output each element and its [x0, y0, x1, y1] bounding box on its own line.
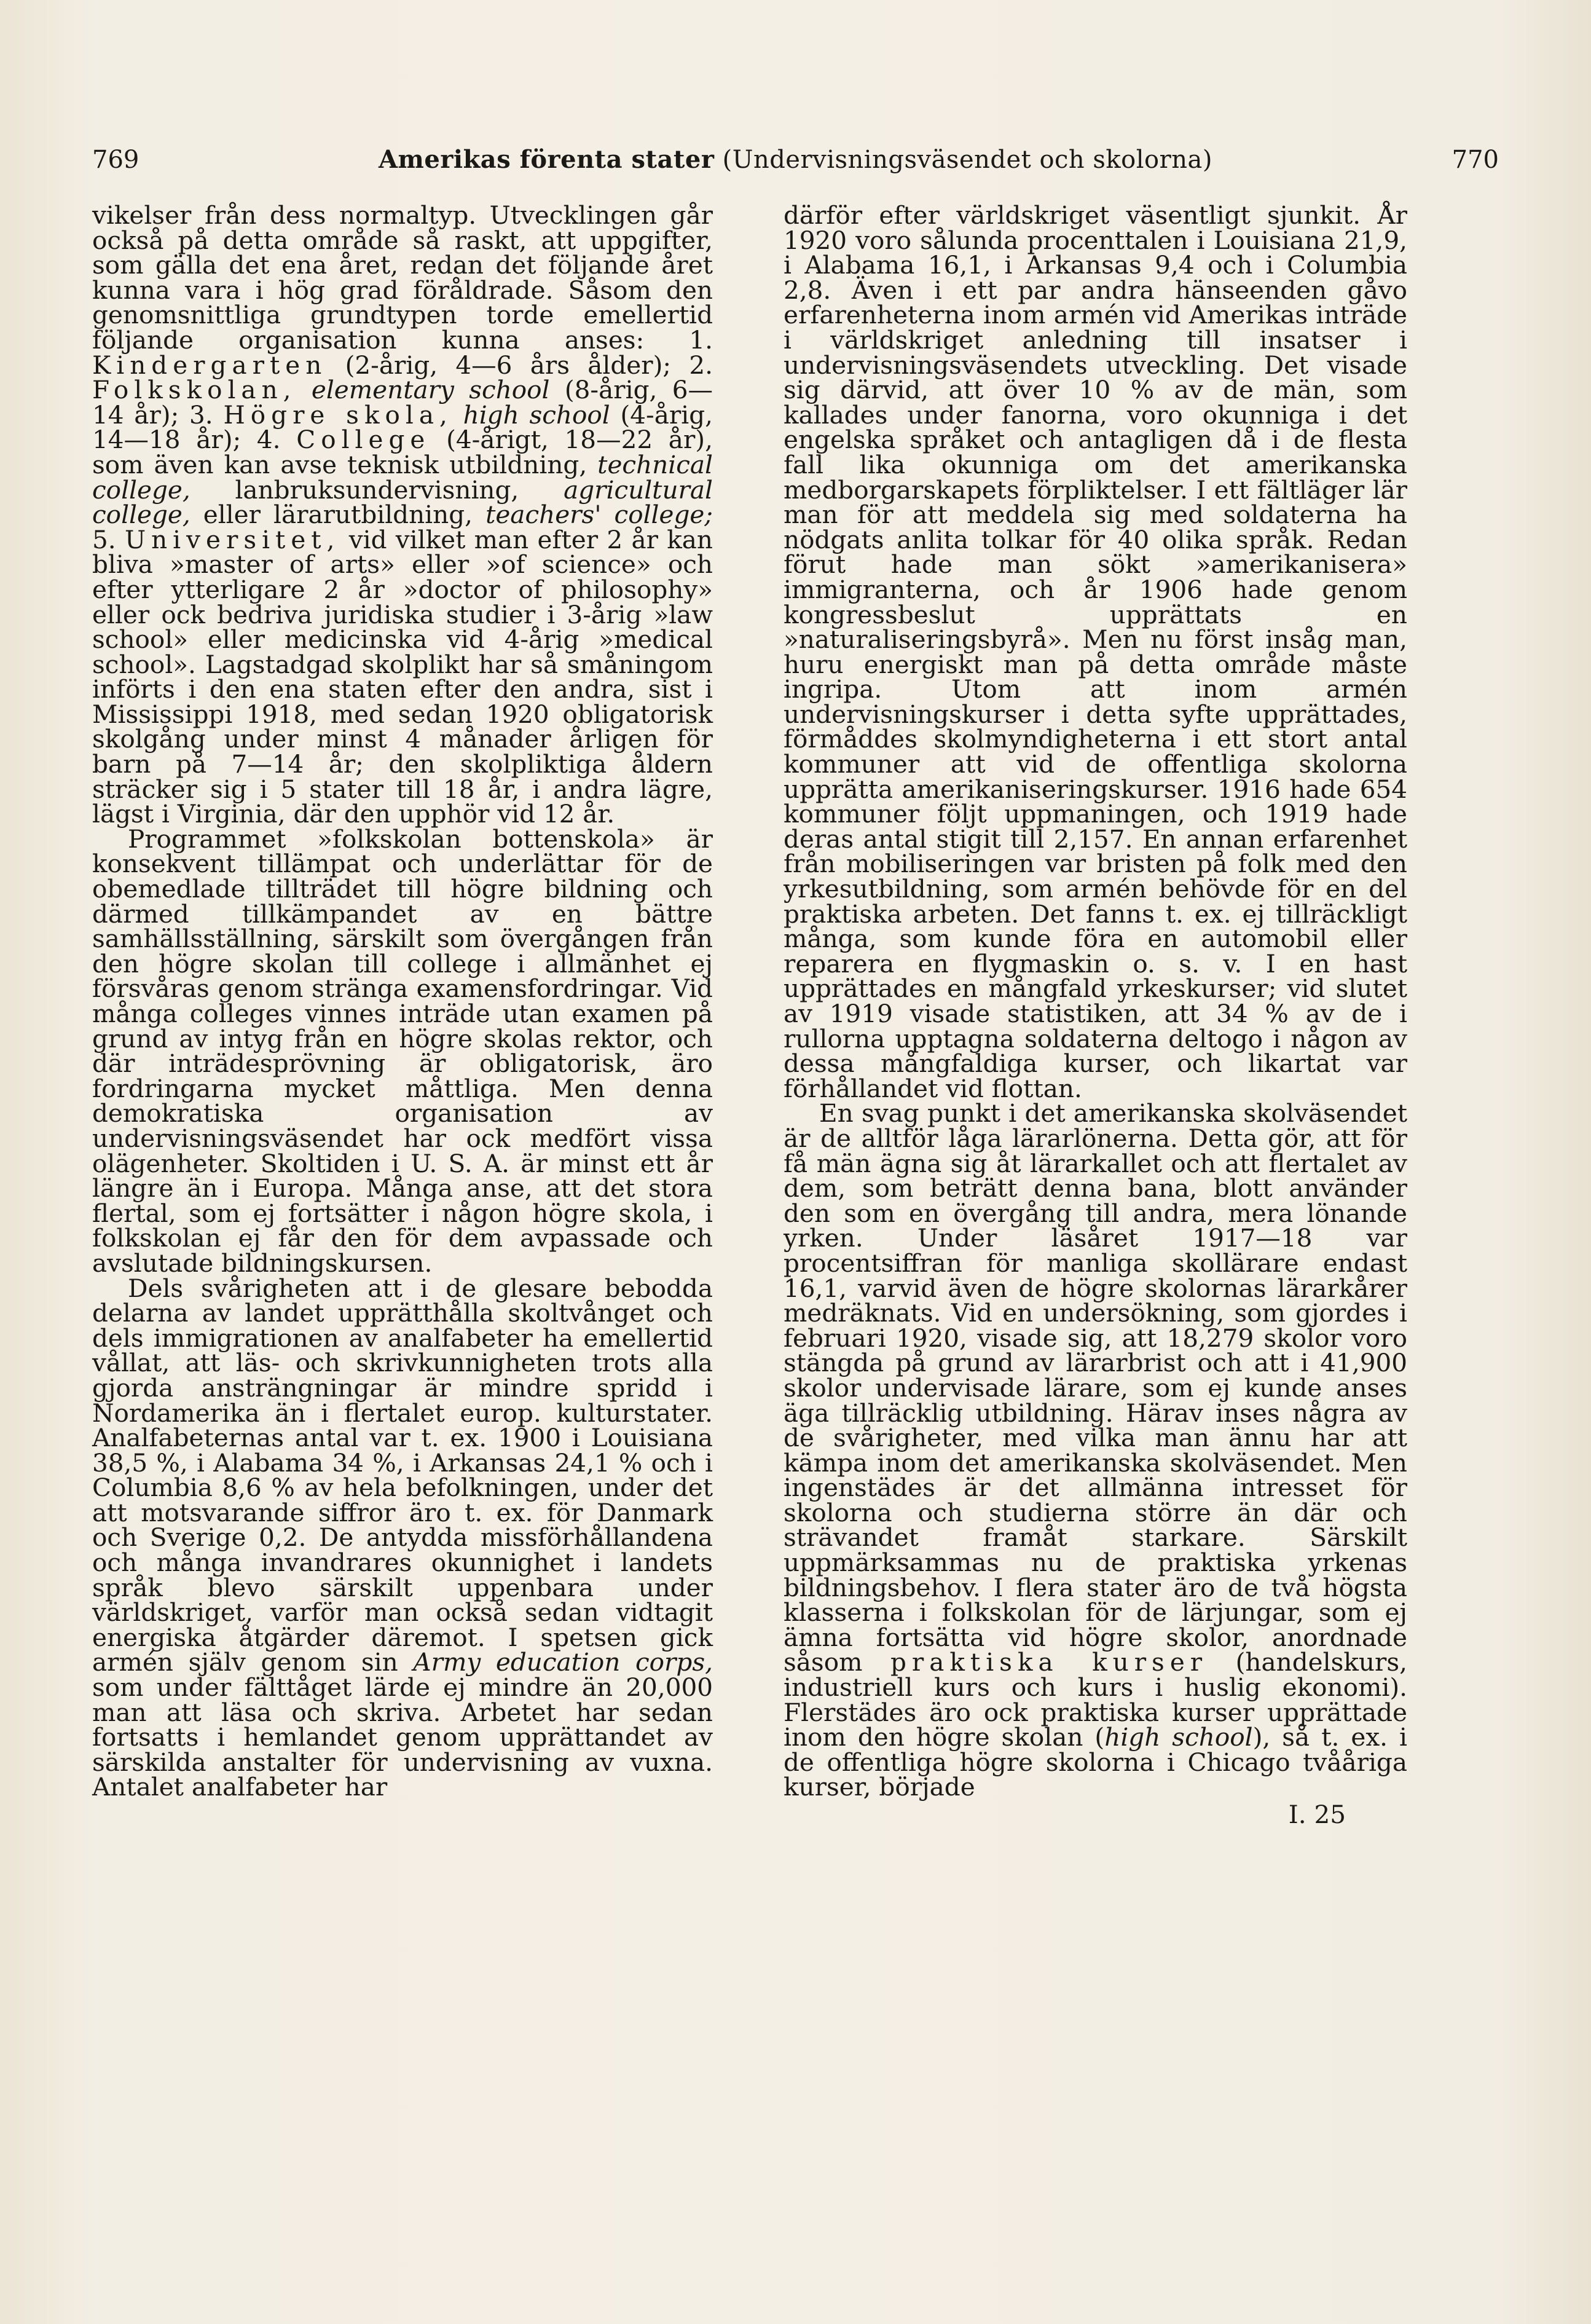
header-title-bold: Amerikas förenta stater: [379, 145, 715, 174]
left-paragraph-3: Dels svårigheten att i de glesare bebodda delarna av landet upprätthålla skoltvånget och dels immigrationen av analfabeter ha emellertid vållat, att läs- och skrivkunnigheten trots alla gjorda ansträngningar är mindre spridd i Nordamerika än i flertalet europ. kulturstater. Analfabeternas antal var t. ex. 1900 i Louisiana 38,5 %, i Alabama 34 %, i Arkansas 24,1 % och i Columbia 8,6 % av hela befolkningen, under det att motsvarande siffror äro t. ex. för Danmark och Sverige 0,2. De antydda missförhållandena och många invandrares okunnighet i landets språk blevo särskilt uppenbara under världskriget, varför man också sedan vidtagit energiska åtgärder däremot. I spetsen gick armén själv genom sin Army education corps, som under fälttåget lärde ej mindre än 20,000 man att läsa och skriva. Arbetet har sedan fortsatts i hemlandet genom upprättandet av särskilda anstalter för undervisning av vuxna. Antalet analfabeter har: [92, 1273, 713, 1802]
right-paragraph-2: En svag punkt i det amerikanska skolväsendet är de alltför låga lärarlönerna. Detta gör, att för få män ägna sig åt lärarkallet och att flertalet av dem, som beträtt denna bana, blott använder den som en övergång till andra, mera lönande yrken. Under läsåret 1917—18 var procentsiffran för manliga skollärare endast 16,1, varvid även de högre skolornas lärarkårer medräknats. Vid en undersökning, som gjordes i februari 1920, visade sig, att 18,279 skolor voro stängda på grund av lärarbrist och att i 41,900 skolor undervisade lärare, som ej kunde anses äga tillräcklig utbildning. Härav inses några av de svårigheter, med vilka man ännu har att kämpa inom det amerikanska skolväsendet. Men ingenstädes är det allmänna intresset för skolorna och studierna större än där och strävandet framåt starkare. Särskilt uppmärksammas nu de praktiska yrkenas bildningsbehov. I flera stater äro de två högsta klasserna i folkskolan för de lärjungar, som ej ämna fortsätta vid högre skolor, anordnade såsom praktiska kurser (handelskurs, industriell kurs och kurs i huslig ekonomi). Flerstädes äro ock praktiska kurser upprättade inom den högre skolan (high school), så t. ex. i de offentliga högre skolorna i Chicago tvååriga kurser, började: [784, 1098, 1408, 1802]
right-column: [784, 200, 1408, 1829]
left-paragraph-2: Programmet »folkskolan bottenskola» är konsekvent tillämpat och underlättar för de obemedlade tillträdet till högre bildning och därmed tillkämpandet av en bättre samhällsställning, särskilt som övergången från den högre skolan till college i allmänhet ej försvåras genom stränga examensfordringar. Vid många colleges vinnes inträde utan examen på grund av intyg från en högre skolas rektor, och där inträdesprövning är obligatorisk, äro fordringarna mycket måttliga. Men denna demokratiska organisation av undervisningsväsendet har ock medfört vissa olägenheter. Skoltiden i U. S. A. är minst ett år längre än i Europa. Många anse, att det stora flertal, som ej fortsätter i någon högre skola, i folkskolan ej får den för dem avpassade och avslutade bildningskursen.: [92, 824, 713, 1278]
page-number-right: 770: [1452, 146, 1499, 174]
left-column: [92, 200, 713, 1802]
right-paragraph-1: därför efter världskriget väsentligt sjunkit. År 1920 voro sålunda procenttalen i Louisiana 21,9, i Alabama 16,1, i Arkansas 9,4 och i Columbia 2,8. Även i ett par andra hänseenden gåvo erfarenheterna inom armén vid Amerikas inträde i världskriget anledning till insatser i undervisningsväsendets utveckling. Det visade sig därvid, att över 10 % av de män, som kallades under fanorna, voro okunniga i det engelska språket och antagligen då i de flesta fall lika okunniga om det amerikanska medborgarskapets förpliktelser. I ett fältläger lär man för att meddela sig med soldaterna ha nödgats anlita tolkar för 40 olika språk. Redan förut hade man sökt »amerikanisera» immigranterna, och år 1906 hade genom kongressbeslut upprättats en »naturaliseringsbyrå». Men nu först insåg man, huru energiskt man på detta område måste ingripa. Utom att inom armén undervisningskurser i detta syfte upprättades, förmåddes skolmyndigheterna i ett stort antal kommuner att vid de offentliga skolorna upprätta amerikaniseringskurser. 1916 hade 654 kommuner följt uppmaningen, och 1919 hade deras antal stigit till 2,157. En annan erfarenhet från mobiliseringen var bristen på folk med den yrkesutbildning, som armén behövde för en del praktiska arbeten. Det fanns t. ex. ej tillräckligt många, som kunde föra en automobil eller reparera en flygmaskin o. s. v. I en hast upprättades en mångfald yrkeskurser; vid slutet av 1919 visade statistiken, att 34 % av de i rullorna upptagna soldaterna deltogo i någon av dessa mångfaldiga kurser, och likartat var förhållandet vid flottan.: [784, 200, 1407, 1103]
signature-mark: I. 25: [1288, 1800, 1346, 1829]
header-title-rest: (Undervisningsväsendet och skolorna): [714, 146, 1212, 174]
running-header: [92, 138, 1499, 181]
header-title: [92, 138, 1499, 181]
page-number-left: 769: [92, 146, 139, 174]
left-paragraph-1: vikelser från dess normaltyp. Utvecklingen går också på detta område så raskt, att uppgifter, som gälla det ena året, redan det följande året kunna vara i hög grad föråldrade. Såsom den genomsnittliga grundtypen torde emellertid följande organisation kunna anses: 1. Kindergarten (2-årig, 4—6 års ålder); 2. Folkskolan, elementary school (8-årig, 6—14 år); 3. Högre skola, high school (4-årig, 14—18 år); 4. College (4-årigt, 18—22 år), som även kan avse teknisk utbildning, technical college, lanbruksundervisning, agricultural college, eller lärarutbildning, teachers' college; 5. Universitet, vid vilket man efter 2 år kan bliva »master of arts» eller »of science» och efter ytterligare 2 år »doctor of philosophy» eller ock bedriva juridiska studier i 3-årig »law school» eller medicinska vid 4-årig »medical school». Lagstadgad skolplikt har så småningom införts i den ena staten efter den andra, sist i Mississippi 1918, med sedan 1920 obligatorisk skolgång under minst 4 månader årligen för barn på 7—14 år; den skolpliktiga åldern sträcker sig i 5 stater till 18 år, i andra lägre, lägst i Virginia, där den upphör vid 12 år.: [92, 200, 713, 829]
